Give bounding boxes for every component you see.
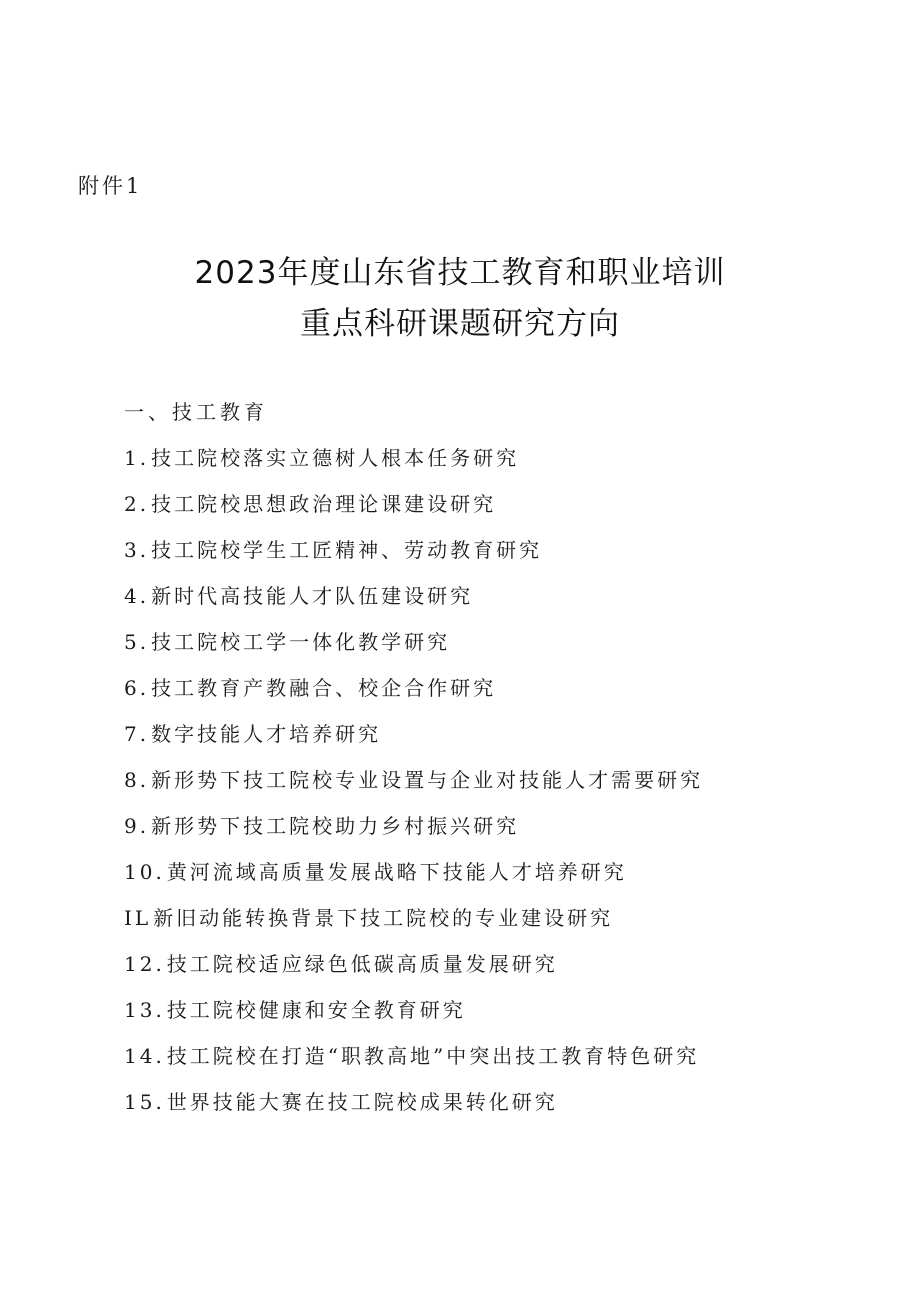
topic-number: 6. — [124, 676, 150, 700]
topic-text: 新时代高技能人才队伍建设研究 — [151, 584, 474, 608]
topic-text: 新形势下技工院校助力乡村振兴研究 — [151, 814, 520, 838]
topic-text: 黄河流域高质量发展战略下技能人才培养研究 — [166, 860, 627, 884]
topic-number: 8. — [124, 768, 150, 792]
topic-text: 技工教育产教融合、校企合作研究 — [151, 676, 497, 700]
topic-number: 9. — [124, 814, 150, 838]
list-item — [124, 766, 703, 812]
topic-number: 15. — [124, 1090, 165, 1114]
topic-number: 10. — [124, 860, 165, 884]
list-item — [124, 996, 703, 1042]
document-title-line-2: 重点科研课题研究方向 — [300, 306, 620, 342]
list-item — [124, 674, 703, 720]
topic-number: 5. — [124, 630, 150, 654]
topic-text: 技工院校在打造“职教高地”中突出技工教育特色研究 — [166, 1044, 700, 1068]
document-title-line-1: 2023年度山东省技工教育和职业培训 — [194, 255, 726, 291]
list-item — [124, 628, 703, 674]
list-item — [124, 720, 703, 766]
topic-number: 1. — [124, 446, 150, 470]
topic-list — [124, 444, 703, 1134]
topic-text: 数字技能人才培养研究 — [151, 722, 382, 746]
topic-text: 技工院校健康和安全教育研究 — [166, 998, 466, 1022]
list-item — [124, 904, 703, 950]
list-item — [124, 536, 703, 582]
topic-number: 3. — [124, 538, 150, 562]
topic-text: 技工院校思想政治理论课建设研究 — [151, 492, 497, 516]
topic-text: 新旧动能转换背景下技工院校的专业建设研究 — [153, 906, 614, 930]
list-item — [124, 1042, 703, 1088]
attachment-label: 附件1 — [78, 174, 143, 198]
section-heading: 一、技工教育 — [124, 400, 268, 424]
topic-text: 新形势下技工院校专业设置与企业对技能人才需要研究 — [151, 768, 704, 792]
list-item — [124, 444, 703, 490]
topic-text: 技工院校适应绿色低碳高质量发展研究 — [166, 952, 558, 976]
topic-number: 12. — [124, 952, 165, 976]
topic-number: 14. — [124, 1044, 165, 1068]
topic-number: 7. — [124, 722, 150, 746]
topic-text: 世界技能大赛在技工院校成果转化研究 — [166, 1090, 558, 1114]
topic-number: 4. — [124, 584, 150, 608]
topic-text: 技工院校落实立德树人根本任务研究 — [151, 446, 520, 470]
topic-text: 技工院校学生工匠精神、劳动教育研究 — [151, 538, 543, 562]
topic-number: IL — [124, 906, 152, 930]
topic-text: 技工院校工学一体化教学研究 — [151, 630, 451, 654]
list-item — [124, 582, 703, 628]
list-item — [124, 1088, 703, 1134]
topic-number: 13. — [124, 998, 165, 1022]
topic-number: 2. — [124, 492, 150, 516]
list-item — [124, 858, 703, 904]
list-item — [124, 950, 703, 996]
list-item — [124, 812, 703, 858]
list-item — [124, 490, 703, 536]
